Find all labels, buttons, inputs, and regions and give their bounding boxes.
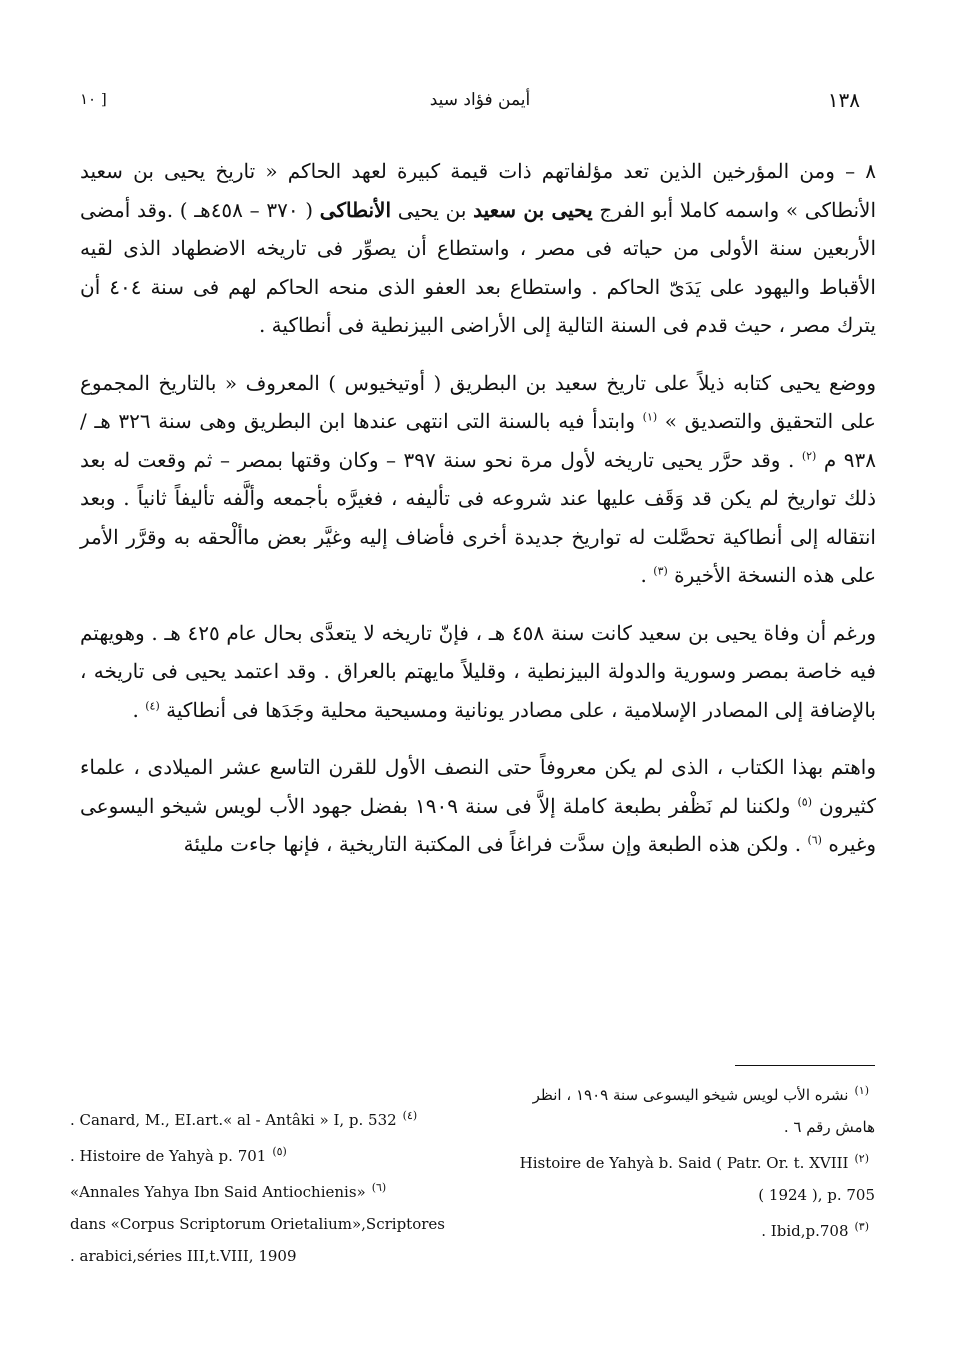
footnote-mark: (٢): [854, 1152, 869, 1165]
footnote-ref-5[interactable]: (٥): [797, 794, 812, 808]
footnote-text: dans «Corpus Scriptorum Orietalium»,Scriptores: [70, 1215, 445, 1233]
footnote-5: [70, 1136, 470, 1172]
footnote-1: [490, 1075, 875, 1111]
text-run: ورغم أن وفاة يحيى بن سعيد كانت سنة ٤٥٨ هـ ، فإنّ تاريخه لا يتعدَّى بحال عام ٤٢٥ هـ . وهويهتم فيه خاصة بمصر وسورية والدولة البيزنطية ، وقليلاً مايهتم بالعراق . وقد اعتمد يحيى فى تاريخه ، بالإضافة إلى المصادر الإسلامية ، على مصادر يونانية ومسيحية محلية وجَدَها فى أنطاكية: [80, 620, 876, 722]
body-text: [80, 152, 876, 864]
text-run: وابتدأ فيه بالسنة التى انتهى عندها ابن البطريق وهى سنة ٣٢٦ هـ / ٩٣٨ م: [80, 409, 876, 472]
bracket-number: [ ١٠: [80, 90, 107, 108]
footnote-ref-4[interactable]: (٤): [145, 698, 160, 712]
footnote-text: ( 1924 ), p. 705: [758, 1186, 875, 1204]
footnote-6-cont: [70, 1208, 470, 1240]
bold-name: الأنطاكى: [319, 197, 392, 222]
footnote-divider: [735, 1065, 875, 1066]
text-run: ووضع يحيى كتابه ذيلاً على تاريخ سعيد بن البطريق ( أوتيخيوس ) المعروف « بالتاريخ المجموع على التحقيق والتصديق »: [80, 370, 876, 433]
text-run: . وقد حرَّر يحيى تاريخه لأول مرة نحو سنة ٣٩٧ – وكان وقتها بمصر – ثم وقعت له بعد ذلك تواريخ لم يكن قد وَقَف عليها عند شروعه فى تأليفه ، فغيرَّه بأجمعه وألَّفه تأليفاً ثانياً . وبعد انتقاله إلى أنطاكية تحصَّلت له تواريخ جديدة أخرى فأضاف إليه وغيَّر بعض ماألْحقه به وقرَّر الأمر على هذه النسخة الأخيرة: [80, 447, 876, 587]
footnote-1-cont: [490, 1111, 875, 1143]
text-run: .: [640, 563, 654, 587]
text-run: بن يحيى: [391, 197, 474, 222]
footnote-text: . Canard, M., EI.art.« al - Antâki » I, p. 532: [70, 1111, 397, 1129]
paragraph-2: [80, 364, 876, 595]
text-run: ولكننا لم نَظْفر بطبعة كاملة إلاَّ فى سنة ١٩٠٩ بفضل جهود الأب لويس شيخو اليسوعى وغيره: [80, 793, 876, 856]
footnote-text: هامش رقم ٦ .: [783, 1118, 875, 1136]
footnote-mark: (٤): [402, 1109, 418, 1122]
footnote-4: [70, 1100, 470, 1136]
footnote-6: [70, 1172, 470, 1208]
footnote-mark: (٥): [272, 1145, 287, 1158]
footnote-3: [490, 1211, 875, 1247]
text-run: ( ٣٧٠ – ٤٥٨هـ ) .وقد أمضى الأربعين سنة الأولى من حياته فى مصر ، واستطاع أن يصوِّر فى تاريخه الاضطهاد الذى لقيه الأقباط واليهود على يَدَىّ الحاكم . واستطاع بعد العفو الذى منحه الحاكم لهم فى سنة ٤٠٤ أن يترك مصر ، حيث قدم فى السنة التالية إلى الأراضى البيزنطية فى أنطاكية .: [80, 197, 876, 337]
footnotes-right-column: [490, 1075, 875, 1247]
footnotes-left-column: [70, 1100, 470, 1272]
footnote-2-cont: [490, 1179, 875, 1211]
footnote-text: . Histoire de Yahyà p. 701: [70, 1147, 267, 1165]
footnote-text: «Annales Yahya Ibn Said Antiochienis»: [70, 1183, 366, 1201]
footnote-text: نشره الأب لويس شيخو اليسوعى سنة ١٩٠٩ ، انظر: [532, 1086, 849, 1104]
text-run: واهتم بهذا الكتاب ، الذى لم يكن معروفاً حتى النصف الأول للقرن التاسع عشر الميلادى ، علماء كثيرون: [80, 755, 876, 818]
page-header: [80, 88, 880, 122]
text-run: .: [132, 697, 146, 722]
footnote-mark: (١): [854, 1084, 869, 1097]
footnote-mark: (٣): [854, 1220, 869, 1233]
footnote-ref-1[interactable]: (١): [642, 410, 658, 424]
text-run: . ولكن هذه الطبعة وإن سدَّت فراغاً فى المكتبة التاريخية ، فإنها جاءت مليئة: [183, 832, 808, 856]
paragraph-4: [80, 748, 876, 864]
footnote-ref-2[interactable]: (٢): [801, 448, 817, 462]
footnote-ref-3[interactable]: (٣): [653, 564, 668, 578]
footnote-text: . Ibid,p.708: [761, 1222, 849, 1240]
running-title: أيمن فؤاد سيد: [429, 90, 531, 110]
footnote-mark: (٦): [371, 1181, 387, 1194]
footnote-text: Histoire de Yahyà b. Said ( Patr. Or. t. XVIII: [519, 1154, 849, 1172]
footnote-ref-6[interactable]: (٦): [807, 833, 822, 847]
text-run: ٨ – ومن المؤرخين الذين تعد مؤلفاتهم ذات قيمة كبيرة لعهد الحاكم « تاريخ يحيى بن سعيد الأنطاكى » واسمه كاملا أبو الفرج: [80, 159, 877, 222]
paragraph-3: [80, 614, 876, 730]
footnote-2: [490, 1143, 875, 1179]
page-number: ١٣٨: [827, 88, 860, 112]
paragraph-1: [80, 152, 876, 345]
footnote-6-cont2: [70, 1240, 470, 1272]
bold-name: يحيى بن سعيد: [473, 197, 593, 222]
footnote-text: . arabici,séries III,t.VIII, 1909: [70, 1247, 297, 1265]
